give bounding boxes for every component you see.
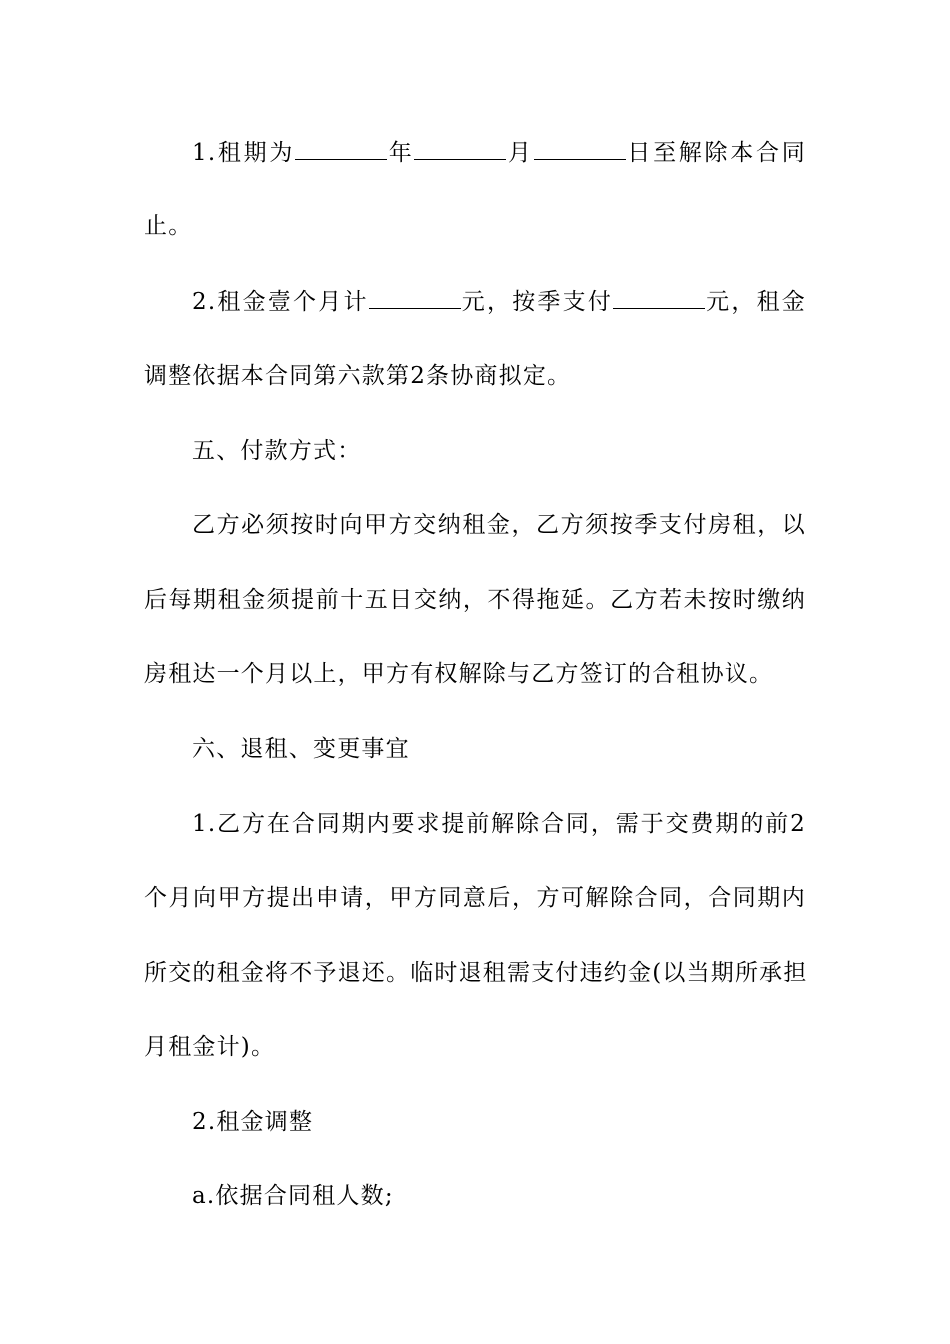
month-blank	[414, 139, 506, 160]
section-6-heading: 六、退租、变更事宜	[192, 736, 410, 762]
term-clause-line-2: 止。	[144, 213, 193, 239]
term-clause-suffix: 日至解除本合同	[625, 140, 807, 166]
rent-adjustment-item-a: a.依据合同租人数;	[192, 1183, 394, 1209]
rent-adjustment-heading: 2.租金调整	[192, 1109, 314, 1135]
day-blank	[534, 139, 626, 160]
termination-line-3: 所交的租金将不予退还。临时退租需支付违约金(以当期所承担	[144, 960, 808, 986]
termination-line-4: 月租金计)。	[144, 1034, 276, 1060]
quarterly-rent-blank	[613, 288, 705, 309]
termination-line-1: 1.乙方在合同期内要求提前解除合同，需于交费期的前2	[192, 811, 806, 837]
term-clause-line-1	[192, 138, 806, 168]
rent-clause-line-2: 调整依据本合同第六款第2条协商拟定。	[144, 363, 572, 389]
term-clause-year: 年	[387, 140, 415, 166]
term-clause-prefix: 1.租期为	[192, 140, 296, 166]
rent-clause-mid: 元，按季支付	[460, 289, 614, 315]
payment-line-2: 后每期租金须提前十五日交纳，不得拖延。乙方若未按时缴纳	[144, 587, 806, 613]
rent-clause-line-1	[192, 287, 806, 317]
year-blank	[295, 139, 387, 160]
section-5-heading: 五、付款方式：	[192, 438, 362, 464]
payment-line-3: 房租达一个月以上，甲方有权解除与乙方签订的合租协议。	[144, 661, 774, 687]
rent-clause-prefix: 2.租金壹个月计	[192, 289, 369, 315]
term-clause-month: 月	[506, 140, 534, 166]
payment-line-1: 乙方必须按时向甲方交纳租金，乙方须按季支付房租，以	[192, 512, 806, 538]
termination-line-2: 个月向甲方提出申请，甲方同意后，方可解除合同，合同期内	[144, 885, 806, 911]
monthly-rent-blank	[369, 288, 461, 309]
rent-clause-suffix: 元，租金	[705, 289, 806, 315]
